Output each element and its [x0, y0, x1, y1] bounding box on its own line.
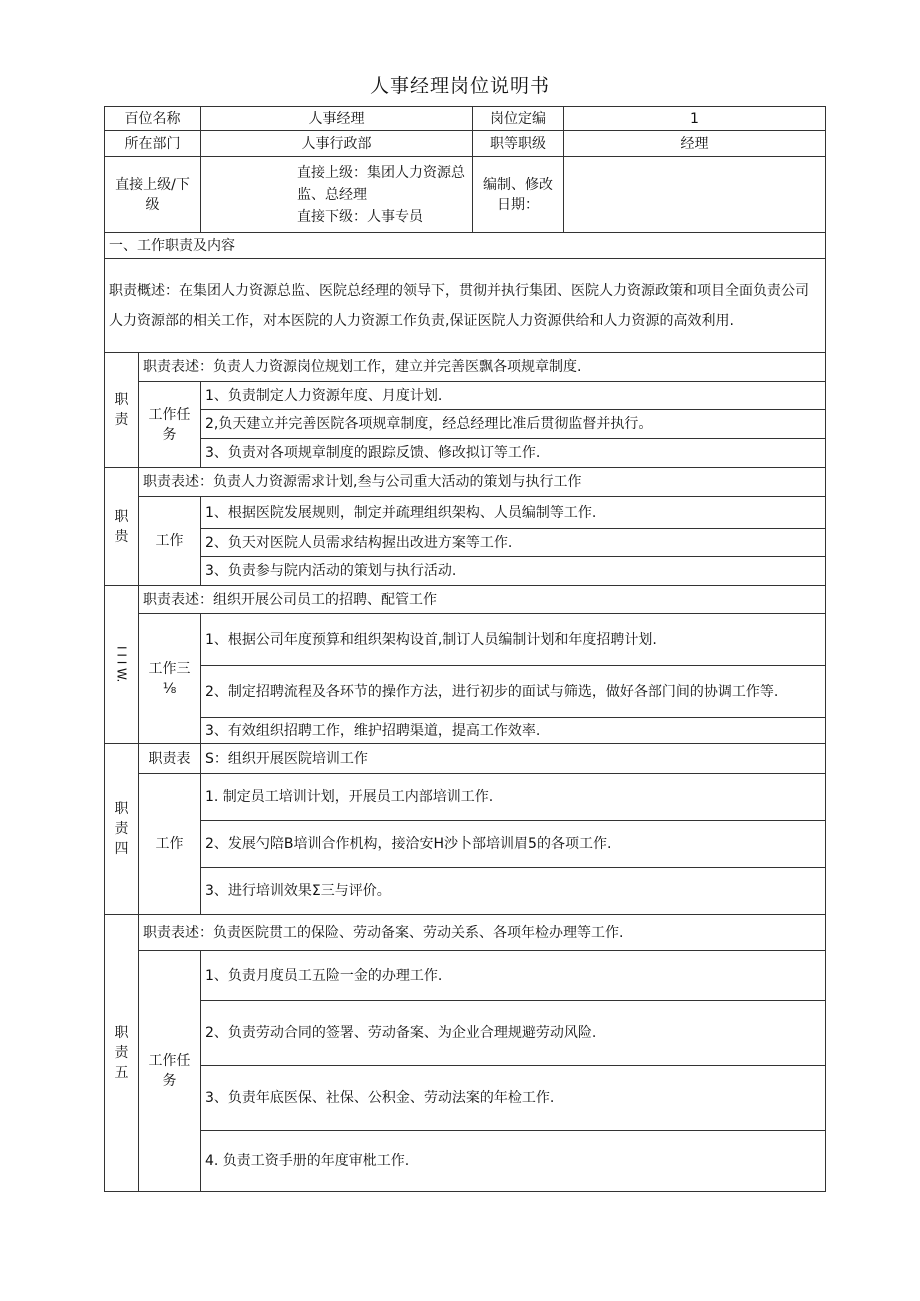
duty-3-task-label: 工作三⅛: [139, 614, 201, 744]
duty-2-desc: 职责表述：负责人力资源需求计划,叁与公司重大活动的策划与执行工作: [139, 468, 826, 497]
grade-label: 职等职级: [473, 131, 564, 157]
duty-3-task-3: 3、有效组织招聘工作，维护招聘渠道，提高工作效率.: [201, 718, 826, 744]
duty-4-task-1: 1. 制定员工培训计划，开展员工内部培训工作.: [201, 774, 826, 821]
duty-2-task-label: 工作: [139, 497, 201, 586]
section-title: 一、工作职责及内容: [105, 233, 826, 259]
duty-2-task-3: 3、负责参与院内活动的策划与执行活动.: [201, 557, 826, 586]
superior-text: 直接上级：集团人力资源总监、总经理: [297, 164, 465, 203]
subordinate-text: 直接下级：人事专员: [297, 208, 423, 225]
duty-5-task-1: 1、负责月度员工五险一金的办理工作.: [201, 951, 826, 1001]
duty-5-task-2: 2、负责劳动合同的签署、劳动备案、为企业合理规避劳动风险.: [201, 1001, 826, 1066]
position-name-label: 百位名称: [105, 107, 201, 131]
duty-1-task-2: 2,负天建立并完善医院各项规章制度，经总经理比准后贯彻监督并执行。: [201, 410, 826, 439]
duty-4-task-2: 2、发展勺陪B培训合作机构，接洽安H沙卜部培训眉5的各项工作.: [201, 821, 826, 868]
duty-5-task-4: 4. 负责工资手册的年度审枇工作.: [201, 1131, 826, 1192]
duty-1-task-1: 1、负责制定人力资源年度、月度计划.: [201, 382, 826, 410]
duty-5-task-3: 3、负责年底医保、社保、公积金、劳动法案的年检工作.: [201, 1066, 826, 1131]
reporting-value: [201, 157, 473, 233]
duty-4-task-label: 工作: [139, 774, 201, 915]
duty-5-label: 职责五: [105, 915, 139, 1192]
duty-1-task-3: 3、负责对各项规章制度的跟踪反馈、修改拟订等工作.: [201, 439, 826, 468]
job-description-table: [104, 106, 826, 1192]
grade-value: 经理: [564, 131, 826, 157]
duty-3-label: I I I W.: [105, 586, 139, 744]
duty-4-label: 职责四: [105, 744, 139, 915]
revision-date-value: [564, 157, 826, 233]
page-title: 人事经理岗位说明书: [369, 75, 550, 97]
duty-4-task-3: 3、进行培训效果Σ三与评价。: [201, 868, 826, 915]
duty-1-desc: 职责表述：负责人力资源岗位规划工作，建立并完善医飘各项规章制度.: [139, 353, 826, 382]
duty-1-label: 职责: [105, 353, 139, 468]
duty-2-task-2: 2、负天对医院人员需求结构握出改进方案等工作.: [201, 529, 826, 557]
department-label: 所在部门: [105, 131, 201, 157]
duty-5-task-label: 工作任务: [139, 951, 201, 1192]
duty-overview: 职责概述：在集团人力资源总监、医院总经理的领导下，贯彻并执行集团、医院人力资源政策和项目全面负责公司人力资源部的相关工作，对本医院的人力资源工作负责,保证医院人力资源供给和人力资源的高效利用.: [105, 259, 826, 353]
duty-3-desc: 职责表述：组织开展公司员工的招聘、配管工作: [139, 586, 826, 614]
headcount-value: 1: [564, 107, 826, 131]
revision-date-label: 编制、修改日期：: [473, 157, 564, 233]
duty-5-desc: 职责表述：负责医院贯工的保险、劳动备案、劳动关系、各项年检办理等工作.: [139, 915, 826, 951]
position-name-value: 人事经理: [201, 107, 473, 131]
duty-4-desc-label: 职责表: [139, 744, 201, 774]
duty-2-task-1: 1、根据医院发展规则，制定并疏理组织架构、人员编制等工作.: [201, 497, 826, 529]
duty-1-task-label: 工作任务: [139, 382, 201, 468]
headcount-label: 岗位定编: [473, 107, 564, 131]
reporting-label: 直接上级/下级: [105, 157, 201, 233]
duty-4-desc: S：组织开展医院培训工作: [201, 744, 826, 774]
duty-3-task-2: 2、制定招聘流程及各环节的操作方法，进行初步的面试与筛选，做好各部门间的协调工作等.: [201, 666, 826, 718]
duty-2-label: 职贵: [105, 468, 139, 586]
department-value: 人事行政部: [201, 131, 473, 157]
duty-3-task-1: 1、根据公司年度预算和组织架构设首,制订人员编制计划和年度招聘计划.: [201, 614, 826, 666]
